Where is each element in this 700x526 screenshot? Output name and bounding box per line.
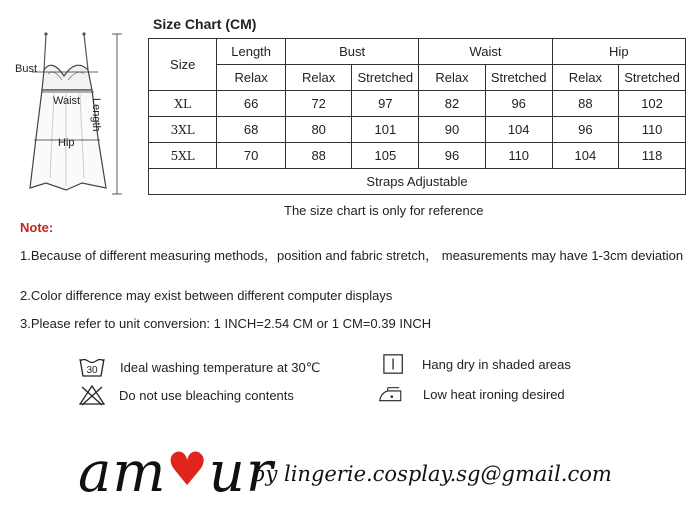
- bust-label: Bust: [15, 63, 38, 75]
- logo-start: am: [78, 440, 167, 505]
- heart-icon: ♥: [166, 442, 209, 496]
- note-label: Note:: [20, 220, 54, 235]
- hang-dry-icon: [381, 353, 407, 375]
- hang-text: Hang dry in shaded areas: [422, 357, 571, 372]
- wash-text: Ideal washing temperature at 30℃: [120, 360, 321, 375]
- size-table: [148, 38, 686, 195]
- hip-label: Hip: [58, 137, 75, 149]
- hip-header: Hip: [552, 39, 685, 65]
- table-row: [149, 117, 686, 143]
- subheader-cell: Stretched: [619, 65, 686, 91]
- value-cell: 104: [552, 143, 619, 169]
- wash-temp-text: 30: [86, 365, 98, 376]
- note-line-1: 1.Because of different measuring methods，position and fabric stretch， measurements may have 1-3cm deviation: [20, 248, 684, 263]
- value-cell: 96: [485, 91, 552, 117]
- size-cell: 5XL: [149, 143, 217, 169]
- no-bleach-icon: [79, 384, 105, 406]
- bleach-text: Do not use bleaching contents: [119, 388, 294, 403]
- brand-logo: [78, 440, 274, 505]
- value-cell: 80: [285, 117, 352, 143]
- subheader-cell: Relax: [552, 65, 619, 91]
- value-cell: 118: [619, 143, 686, 169]
- length-label: Length: [90, 98, 102, 132]
- note-line-3: 3.Please refer to unit conversion: 1 INCH=2.54 CM or 1 CM=0.39 INCH: [20, 316, 432, 331]
- value-cell: 96: [552, 117, 619, 143]
- straps-note: Straps Adjustable: [149, 169, 686, 195]
- right-strap: [84, 34, 88, 70]
- table-subheader-row: [149, 65, 686, 91]
- value-cell: 104: [485, 117, 552, 143]
- iron-text: Low heat ironing desired: [423, 387, 565, 402]
- table-footer-row: [149, 169, 686, 195]
- value-cell: 88: [285, 143, 352, 169]
- value-cell: 72: [285, 91, 352, 117]
- size-header: Size: [149, 39, 217, 91]
- value-cell: 70: [217, 143, 286, 169]
- value-cell: 102: [619, 91, 686, 117]
- table-row: [149, 91, 686, 117]
- value-cell: 90: [419, 117, 486, 143]
- value-cell: 97: [352, 91, 419, 117]
- value-cell: 96: [419, 143, 486, 169]
- size-cell: XL: [149, 91, 217, 117]
- value-cell: 105: [352, 143, 419, 169]
- waist-header: Waist: [419, 39, 552, 65]
- value-cell: 88: [552, 91, 619, 117]
- table-header-row: [149, 39, 686, 65]
- subheader-cell: Relax: [285, 65, 352, 91]
- left-strap: [44, 34, 46, 70]
- brand-tagline: by lingerie.cosplay.sg@gmail.com: [252, 462, 612, 486]
- subheader-cell: Relax: [217, 65, 286, 91]
- size-cell: 3XL: [149, 117, 217, 143]
- bodice: [42, 65, 92, 90]
- length-header: Length: [217, 39, 286, 65]
- low-iron-icon: [378, 384, 404, 406]
- bust-header: Bust: [285, 39, 418, 65]
- subheader-cell: Stretched: [352, 65, 419, 91]
- value-cell: 82: [419, 91, 486, 117]
- subheader-cell: Stretched: [485, 65, 552, 91]
- value-cell: 110: [485, 143, 552, 169]
- garment-diagram: [14, 28, 134, 206]
- subheader-cell: Relax: [419, 65, 486, 91]
- reference-note: The size chart is only for reference: [284, 203, 484, 218]
- value-cell: 66: [217, 91, 286, 117]
- table-row: [149, 143, 686, 169]
- waist-label: Waist: [53, 95, 81, 107]
- logo-end: ur: [208, 440, 274, 505]
- value-cell: 101: [352, 117, 419, 143]
- chart-title: Size Chart (CM): [153, 16, 257, 32]
- value-cell: 110: [619, 117, 686, 143]
- wash-30-icon: [79, 356, 105, 378]
- note-line-2: 2.Color difference may exist between different computer displays: [20, 288, 393, 303]
- value-cell: 68: [217, 117, 286, 143]
